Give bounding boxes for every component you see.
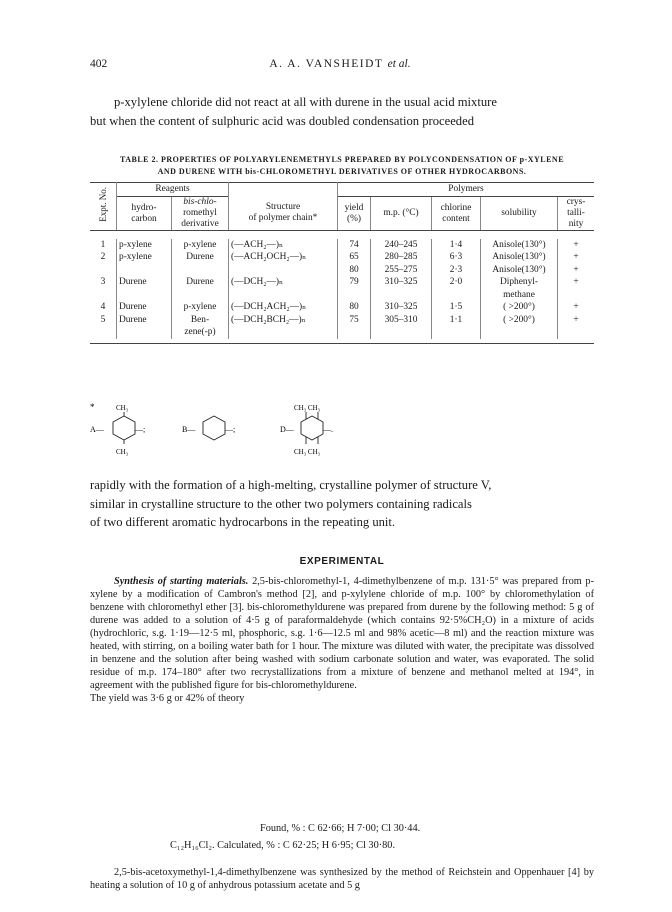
cell-yield: 80: [338, 302, 371, 315]
suffix-b: —;: [225, 425, 236, 434]
cell-no: [90, 264, 117, 277]
discussion-paragraph: [90, 476, 594, 532]
reagents-header: Reagents: [117, 183, 229, 197]
ch3-top-a: CH₃: [116, 404, 129, 412]
footnote-mark: *: [90, 402, 95, 412]
cell-cryst: +: [558, 277, 595, 290]
structure-legend: [90, 398, 594, 468]
cell-structure: (—DCH₂—)ₙ: [229, 277, 338, 290]
table-body: [90, 239, 594, 339]
cell-yield: 74: [338, 239, 371, 252]
structure-formulas: [90, 398, 594, 468]
solubility-header: solubility: [481, 197, 558, 231]
cell-structure: (—DCH₂ACH₂—)ₙ: [229, 302, 338, 315]
table-bottom-rule: [90, 339, 594, 344]
cell-hydrocarbon: Durene: [117, 302, 172, 315]
running-header: [90, 58, 590, 74]
mp-header: m.p. (°C): [371, 197, 432, 231]
cell-derivative: Ben-: [172, 314, 229, 327]
cell-no: 5: [100, 314, 106, 325]
cell-mp: 305–310: [371, 314, 432, 327]
ring-d-icon: [301, 412, 323, 444]
cell-solubility: methane: [481, 289, 558, 302]
cell-derivative: zene(-p): [172, 327, 229, 340]
cell-cryst: [558, 289, 595, 302]
cell-chlorine: 2·0: [432, 277, 481, 290]
yield-header-2: (%): [346, 213, 362, 224]
chlorine-header: [432, 197, 481, 231]
ring-a-icon: [113, 412, 135, 444]
discussion-line-3: of two different aromatic hydrocarbons in the repeating unit.: [90, 515, 396, 529]
table-row: [90, 277, 594, 290]
header-gap: [90, 231, 594, 240]
cell-solubility: Anisole(130°): [481, 252, 558, 265]
cell-cryst: +: [558, 252, 595, 265]
cell-hydrocarbon: p-xylene: [117, 239, 172, 252]
cell-structure: [229, 264, 338, 277]
cell-yield: [338, 327, 371, 340]
bis-header-2: romethyl: [183, 208, 217, 218]
yield-line: The yield was 3·6 g or 42% of theory: [90, 693, 245, 704]
cell-no: 4: [100, 302, 106, 313]
structure-header: [229, 197, 338, 231]
expt-no-header: Expt. No.: [97, 187, 108, 222]
experimental-paragraph: [90, 575, 594, 692]
properties-table: [90, 182, 594, 344]
chlorine-header-1: chlorine: [440, 202, 472, 213]
discussion-line-1: rapidly with the formation of a high-melting, crystalline polymer of structure V,: [90, 478, 492, 492]
cell-chlorine: 1·4: [432, 239, 481, 252]
experimental-text: 2,5-bis-chloromethyl-1, 4-dimethylbenzene of m.p. 131·5° was prepared from p-xylene by a modification of Cambron's method [2], and p-xylylene chloride of m.p. 100° by chloromethylation of benzene with chloromethyl ether [3]. bis-chloromethyldurene was prepared from durene by the following method: 5 g of durene was added to a solution of 4·5 g of paraformaldehyde (which contains 92·5%CH₂O) in a mixture of acids (hydrochloric, s.g. 1·19—12·5 ml, phosphoric, s.g. 1·6—12.5 ml and 98% acetic—8 ml) and the reaction mixture was heated, with stirring, on a boiling water bath for 1 hour. The mixture was diluted with water, the precipitate was dissolved in benzene and the solution after being washed with sodium carbonate solution and water, was evaporated. The solid residue of m.p. 174–180° after two recrystallizations from a mixture of benzene and methanol melted at 194°, in agreement with the published figure for bis-chloromethyldurene.: [90, 576, 594, 691]
discussion-line-2: similar in crystalline structure to the other two polymers containing radicals: [90, 496, 472, 511]
cell-hydrocarbon: [117, 289, 172, 302]
page-number: 402: [90, 58, 108, 70]
cell-derivative: p-xylene: [172, 239, 229, 252]
cell-cryst: +: [558, 264, 595, 277]
experimental-body: [90, 575, 594, 705]
bis-header-1: bis-chlo-: [183, 197, 217, 207]
suffix-a: —;: [135, 425, 146, 434]
running-head-etal: et al.: [387, 58, 411, 70]
label-b: B—: [182, 425, 196, 434]
cell-derivative: [172, 289, 229, 302]
cell-cryst: +: [558, 239, 595, 252]
running-head: [90, 58, 590, 70]
table-row: [90, 314, 594, 327]
section-title: EXPERIMENTAL: [299, 556, 385, 567]
label-d: D—: [280, 425, 294, 434]
structure-header-2: of polymer chain*: [248, 213, 318, 224]
cell-hydrocarbon: [117, 264, 172, 277]
cell-mp: 255–275: [371, 264, 432, 277]
cell-structure: [229, 327, 338, 340]
cell-chlorine: 2·3: [432, 264, 481, 277]
cell-chlorine: [432, 289, 481, 302]
chlorine-header-2: content: [442, 213, 470, 224]
cell-structure: [229, 289, 338, 302]
running-head-authors: A. A. VANSHEIDT: [269, 58, 384, 70]
cell-hydrocarbon: Durene: [117, 314, 172, 327]
cell-solubility: ( >200°): [481, 302, 558, 315]
cell-solubility: [481, 327, 558, 340]
cell-no: 2: [100, 252, 106, 263]
cell-no: [90, 289, 117, 302]
ch3-bottom-a: CH₃: [116, 448, 129, 456]
analysis-calc: C₁₂H₁₆Cl₂. Calculated, % : C 62·25; H 6·95; Cl 30·80.: [170, 840, 396, 851]
cell-derivative: Durene: [172, 252, 229, 265]
cell-yield: 65: [338, 252, 371, 265]
cell-mp: 310–325: [371, 302, 432, 315]
intro-line-2: but when the content of sulphuric acid was doubled condensation proceeded: [90, 113, 474, 128]
suffix-d: —.: [323, 425, 333, 434]
analysis-found: Found, % : C 62·66; H 7·00; Cl 30·44.: [260, 823, 421, 834]
table-caption: [90, 154, 594, 178]
bis-header: [172, 197, 229, 231]
yield-header-1: yield: [344, 202, 364, 213]
cell-chlorine: 6·3: [432, 252, 481, 265]
cell-structure: (—DCH₂BCH₂—)ₙ: [229, 314, 338, 327]
hydrocarbon-header-1: hydro-: [131, 202, 157, 213]
cell-cryst: +: [558, 302, 595, 315]
cell-solubility: Anisole(130°): [481, 264, 558, 277]
cryst-header: [558, 197, 595, 231]
table-caption-line-2: AND DURENE WITH bis-CHLOROMETHYL DERIVATIVES OF OTHER HYDROCARBONS.: [157, 167, 527, 176]
polymers-header: Polymers: [338, 183, 595, 197]
bis-header-3: derivative: [181, 219, 219, 229]
cell-mp: 240–245: [371, 239, 432, 252]
hydrocarbon-header-2: carbon: [131, 213, 157, 224]
experimental-lead: Synthesis of starting materials.: [114, 576, 249, 587]
cell-mp: 280–285: [371, 252, 432, 265]
cell-structure: (—ACH₂—)ₙ: [229, 239, 338, 252]
cell-no: 1: [100, 239, 106, 250]
cell-mp: [371, 327, 432, 340]
yield-header: [338, 197, 371, 231]
ring-b-icon: [203, 416, 225, 440]
cell-yield: 75: [338, 314, 371, 327]
blank-header-cell: [229, 183, 338, 197]
cell-derivative: p-xylene: [172, 302, 229, 315]
cell-no: 3: [100, 277, 106, 288]
hydrocarbon-header: [117, 197, 172, 231]
cryst-header-3: nity: [568, 219, 584, 229]
table-row: [90, 252, 594, 265]
table-row: [90, 239, 594, 252]
table-row: [90, 327, 594, 340]
cell-hydrocarbon: p-xylene: [117, 252, 172, 265]
cryst-header-2: talli-: [567, 208, 585, 218]
cell-derivative: [172, 264, 229, 277]
cell-yield: 80: [338, 264, 371, 277]
table-row: [90, 264, 594, 277]
ch3-bottom-d: CH₃ CH₃: [294, 448, 321, 456]
ch3-top-d: CH₃ CH₃: [294, 404, 321, 412]
cell-no: [90, 327, 117, 340]
synthesis-paragraph: 2,5-bis-acetoxymethyl-1,4-dimethylbenzene was synthesized by the method of Reichstein and Oppenhauer [4] by heating a solution of 10 g of anhydrous potassium acetate and 5 g: [90, 867, 594, 891]
cell-hydrocarbon: Durene: [117, 277, 172, 290]
cell-chlorine: 1·1: [432, 314, 481, 327]
cell-solubility: ( >200°): [481, 314, 558, 327]
cell-cryst: [558, 327, 595, 340]
cell-yield: 79: [338, 277, 371, 290]
cryst-header-1: crys-: [566, 197, 586, 207]
cell-mp: [371, 289, 432, 302]
table-row: [90, 289, 594, 302]
cell-chlorine: 1·5: [432, 302, 481, 315]
cell-derivative: Durene: [172, 277, 229, 290]
cell-solubility: Diphenyl-: [481, 277, 558, 290]
cell-structure: (—ACH₂OCH₂—)ₙ: [229, 252, 338, 265]
structure-header-1: Structure: [265, 202, 301, 213]
col-expt-no: [90, 183, 117, 231]
label-a: A—: [90, 425, 104, 434]
cell-hydrocarbon: [117, 327, 172, 340]
cell-mp: 310–325: [371, 277, 432, 290]
table-caption-line-1: TABLE 2. PROPERTIES OF POLYARYLENEMETHYLS PREPARED BY POLYCONDENSATION OF p-XYLENE: [119, 155, 565, 164]
intro-line-1: p-xylylene chloride did not react at all with durene in the usual acid mixture: [114, 95, 497, 109]
intro-paragraph: [90, 93, 594, 130]
cell-cryst: +: [558, 314, 595, 327]
table-row: [90, 302, 594, 315]
cell-chlorine: [432, 327, 481, 340]
cell-yield: [338, 289, 371, 302]
cell-solubility: Anisole(130°): [481, 239, 558, 252]
